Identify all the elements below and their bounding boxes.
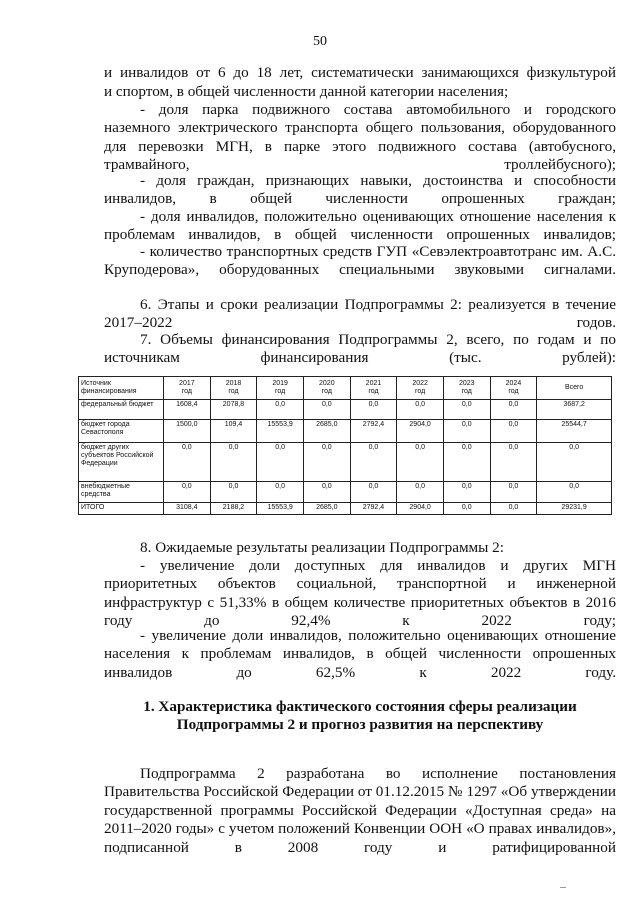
cell-value: 0,0 [490, 482, 537, 503]
cell-value: 0,0 [490, 420, 537, 443]
cell-value: 0,0 [210, 482, 257, 503]
cell-total: 0,0 [537, 443, 612, 482]
cell-value: 0,0 [303, 443, 350, 482]
cell-value: 0,0 [210, 443, 257, 482]
table-row [79, 443, 612, 482]
item-6-stages: 6. Этапы и сроки реализации Подпрограммы 2: реализуется в течение 2017–2022 годов. [104, 296, 616, 332]
cell-value: 0,0 [443, 482, 490, 503]
header-source: Источник финансирования [79, 377, 164, 400]
cell-value: 2792,4 [350, 503, 397, 515]
cell-value: 0,0 [303, 482, 350, 503]
table-header-row [79, 377, 612, 400]
intro-line-2: и спортом, в общей численности данной категории населения; [104, 83, 509, 100]
cell-value: 0,0 [443, 503, 490, 515]
cell-value: 0,0 [490, 503, 537, 515]
cell-value: 3108,4 [164, 503, 211, 515]
cell-value: 0,0 [443, 400, 490, 420]
cell-value: 0,0 [257, 443, 304, 482]
intro-line-1: и инвалидов от 6 до 18 лет, систематически занимающихся физкультурой [104, 64, 616, 81]
cell-value: 2685,0 [303, 420, 350, 443]
section-heading-line-2: Подпрограммы 2 и прогноз развития на перспективу [176, 716, 544, 733]
cell-value: 0,0 [257, 400, 304, 420]
scan-mark [560, 887, 566, 888]
table-row [79, 482, 612, 503]
bullet-citizens-recognition: - доля граждан, признающих навыки, достоинства и способности инвалидов, в общей численности опрошенных граждан; [104, 172, 616, 208]
cell-value: 15553,9 [257, 420, 304, 443]
item-8-results: 8. Ожидаемые результаты реализации Подпрограммы 2: [140, 539, 504, 556]
header-total: Всего [537, 377, 612, 400]
row-source: внебюджетные средства [79, 482, 164, 503]
cell-value: 1608,4 [164, 400, 211, 420]
header-year: 2019 год [257, 377, 304, 400]
cell-value: 2685,0 [303, 503, 350, 515]
cell-value: 109,4 [210, 420, 257, 443]
cell-value: 0,0 [303, 400, 350, 420]
header-year: 2020 год [303, 377, 350, 400]
cell-value: 0,0 [397, 400, 444, 420]
cell-value: 0,0 [350, 482, 397, 503]
result-accessibility: - увеличение доли доступных для инвалидов и других МГН приоритетных объектов социальной, транспортной и инженерной инфраструктур с 51,33% в общем количестве приоритетных объектов в 2016 году до 92,4% к 2022 году; [104, 557, 616, 630]
table-row [79, 400, 612, 420]
cell-value: 0,0 [443, 443, 490, 482]
cell-value: 15553,9 [257, 503, 304, 515]
cell-value: 0,0 [397, 443, 444, 482]
header-year: 2024 год [490, 377, 537, 400]
financing-table [78, 376, 612, 515]
cell-value: 0,0 [490, 443, 537, 482]
cell-total: 25544,7 [537, 420, 612, 443]
cell-total: 3687,2 [537, 400, 612, 420]
cell-value: 0,0 [350, 400, 397, 420]
cell-value: 0,0 [397, 482, 444, 503]
page-number: 50 [313, 34, 327, 49]
closing-paragraph: Подпрограмма 2 разработана во исполнение постановления Правительства Российской Федерации от 01.12.2015 № 1297 «Об утверждении государственной программы Российской Федерации «Доступная среда» на 2011–2020 годы» с учетом положений Конвенции ООН «О правах инвалидов», подписанной в 2008 году и ратифицированной [104, 765, 616, 856]
section-heading-line-1: 1. Характеристика фактического состояния сферы реализации [143, 698, 577, 715]
header-year: 2018 год [210, 377, 257, 400]
row-source: бюджет города Севастополя [79, 420, 164, 443]
row-source: ИТОГО [79, 503, 164, 515]
bullet-disabled-attitude: - доля инвалидов, положительно оценивающих отношение населения к проблемам инвалидов, в общей численности опрошенных инвалидов; [104, 208, 616, 244]
row-source: федеральный бюджет [79, 400, 164, 420]
bullet-sound-signals: - количество транспортных средств ГУП «Севэлектроавтотранс им. А.С. Круподерова», оборудованных специальными звуковыми сигналами. [104, 243, 616, 279]
result-attitude: - увеличение доли инвалидов, положительно оценивающих отношение населения к проблемам инвалидов, в общей численности опрошенных инвалидов до 62,5% к 2022 году. [104, 627, 616, 681]
cell-value: 2078,8 [210, 400, 257, 420]
cell-value: 0,0 [350, 443, 397, 482]
cell-value: 2792,4 [350, 420, 397, 443]
cell-value: 0,0 [164, 443, 211, 482]
row-source: бюджет других субъектов Российской Федерации [79, 443, 164, 482]
header-year: 2017 год [164, 377, 211, 400]
cell-value: 2904,0 [397, 420, 444, 443]
cell-total: 29231,9 [537, 503, 612, 515]
cell-value: 0,0 [164, 482, 211, 503]
bullet-transport-fleet: - доля парка подвижного состава автомобильного и городского наземного электрического транспорта общего пользования, оборудованного для перевозки МГН, в парке этого подвижного состава (автобусного, трамвайного, троллейбусного); [104, 101, 616, 174]
header-year: 2023 год [443, 377, 490, 400]
table-total-row [79, 503, 612, 515]
cell-value: 0,0 [490, 400, 537, 420]
header-year: 2022 год [397, 377, 444, 400]
cell-value: 2188,2 [210, 503, 257, 515]
cell-value: 1500,0 [164, 420, 211, 443]
cell-value: 0,0 [443, 420, 490, 443]
table-row [79, 420, 612, 443]
cell-value: 0,0 [257, 482, 304, 503]
cell-total: 0,0 [537, 482, 612, 503]
header-year: 2021 год [350, 377, 397, 400]
item-7-financing: 7. Объемы финансирования Подпрограммы 2, всего, по годам и по источникам финансирования (тыс. рублей): [104, 331, 616, 367]
cell-value: 2904,0 [397, 503, 444, 515]
